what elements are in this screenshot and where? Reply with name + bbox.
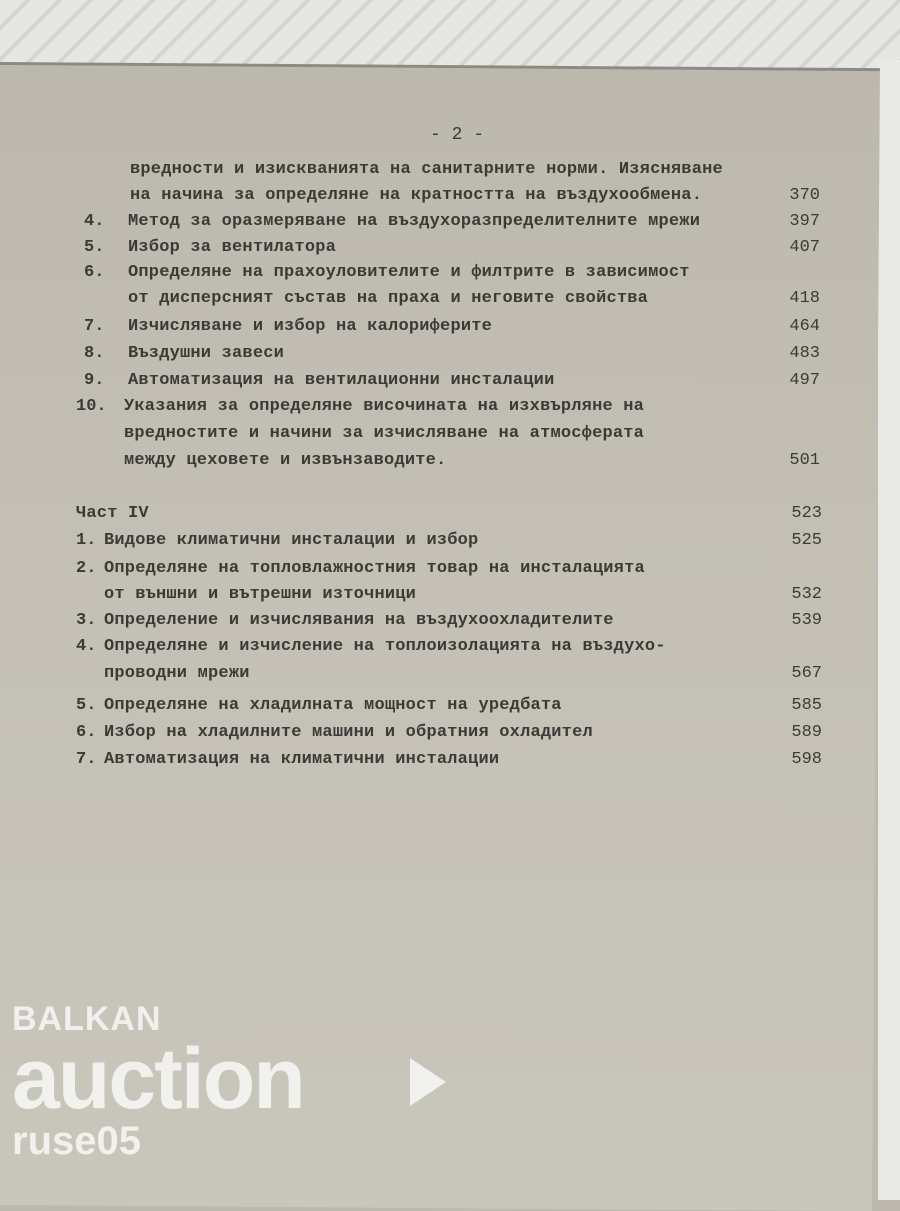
toc-line: Избор за вентилатора bbox=[128, 238, 337, 257]
toc-page: 397 bbox=[789, 212, 820, 231]
toc-page: 464 bbox=[789, 317, 820, 336]
toc-num: 5. bbox=[84, 238, 105, 257]
toc-num: 7. bbox=[84, 317, 105, 336]
play-triangle-icon bbox=[410, 1058, 446, 1106]
toc-line: Метод за оразмеряване на въздухоразпределителните мрежи bbox=[128, 212, 701, 231]
toc-page: 483 bbox=[789, 344, 820, 363]
toc-page: 407 bbox=[789, 238, 820, 257]
toc-page: 567 bbox=[791, 664, 822, 683]
toc-num: 10. bbox=[76, 397, 107, 416]
toc-page: 589 bbox=[791, 723, 822, 742]
part-page: 523 bbox=[791, 504, 822, 523]
toc-line: Определяне на топловлажностния товар на инсталацията bbox=[104, 559, 645, 578]
toc-num: 4. bbox=[84, 212, 105, 231]
page-number: - 2 - bbox=[430, 125, 485, 145]
toc-line: проводни мрежи bbox=[104, 664, 250, 683]
toc-page: 539 bbox=[791, 611, 822, 630]
toc-num: 1. bbox=[76, 531, 97, 550]
toc-page: 598 bbox=[791, 750, 822, 769]
toc-num: 2. bbox=[76, 559, 97, 578]
toc-line: Избор на хладилните машини и обратния охладител bbox=[104, 723, 593, 742]
toc-line: на начина за определяне на кратността на въздухообмена. bbox=[130, 186, 703, 205]
watermark-line2: auction bbox=[12, 1031, 304, 1127]
toc-line: Указания за определяне височината на изхвърляне на bbox=[124, 397, 645, 416]
toc-line: вредностите и начини за изчисляване на атмосферата bbox=[124, 424, 645, 443]
toc-num: 7. bbox=[76, 750, 97, 769]
toc-line: между цеховете и извънзаводите. bbox=[124, 451, 447, 470]
watermark-line3: ruse05 bbox=[12, 1119, 141, 1163]
part-title: Част IV bbox=[76, 504, 149, 523]
toc-page: 418 bbox=[789, 289, 820, 308]
background bbox=[0, 0, 900, 70]
toc-line: Автоматизация на вентилационни инсталации bbox=[128, 371, 555, 390]
toc-num: 3. bbox=[76, 611, 97, 630]
toc-line: Въздушни завеси bbox=[128, 344, 285, 363]
toc-page: 370 bbox=[789, 186, 820, 205]
toc-page: 532 bbox=[791, 585, 822, 604]
toc-line: Определяне на хладилната мощност на уредбата bbox=[104, 696, 562, 715]
watermark-line1: BALKAN bbox=[12, 1000, 162, 1038]
toc-num: 6. bbox=[76, 723, 97, 742]
toc-num: 5. bbox=[76, 696, 97, 715]
toc-line: вредности и изискванията на санитарните норми. Изясняване bbox=[130, 160, 723, 179]
toc-num: 6. bbox=[84, 263, 105, 282]
toc-line: от дисперсният състав на праха и неговите свойства bbox=[128, 289, 649, 308]
toc-line: Определение и изчислявания на въздухоохладителите bbox=[104, 611, 614, 630]
watermark-logo bbox=[12, 1000, 304, 1164]
toc-line: Изчисляване и избор на калориферите bbox=[128, 317, 493, 336]
toc-page: 501 bbox=[789, 451, 820, 470]
toc-line: Определяне на прахоуловителите и филтрите в зависимост bbox=[128, 263, 690, 282]
toc-num: 9. bbox=[84, 371, 105, 390]
toc-line: Видове климатични инсталации и избор bbox=[104, 531, 479, 550]
toc-num: 4. bbox=[76, 637, 97, 656]
toc-page: 585 bbox=[791, 696, 822, 715]
toc-line: Определяне и изчисление на топлоизолацията на въздухо- bbox=[104, 637, 666, 656]
toc-line: Автоматизация на климатични инсталации bbox=[104, 750, 500, 769]
toc-page: 497 bbox=[789, 371, 820, 390]
background-edge bbox=[878, 60, 900, 1200]
toc-line: от външни и вътрешни източници bbox=[104, 585, 417, 604]
toc-num: 8. bbox=[84, 344, 105, 363]
toc-page: 525 bbox=[791, 531, 822, 550]
